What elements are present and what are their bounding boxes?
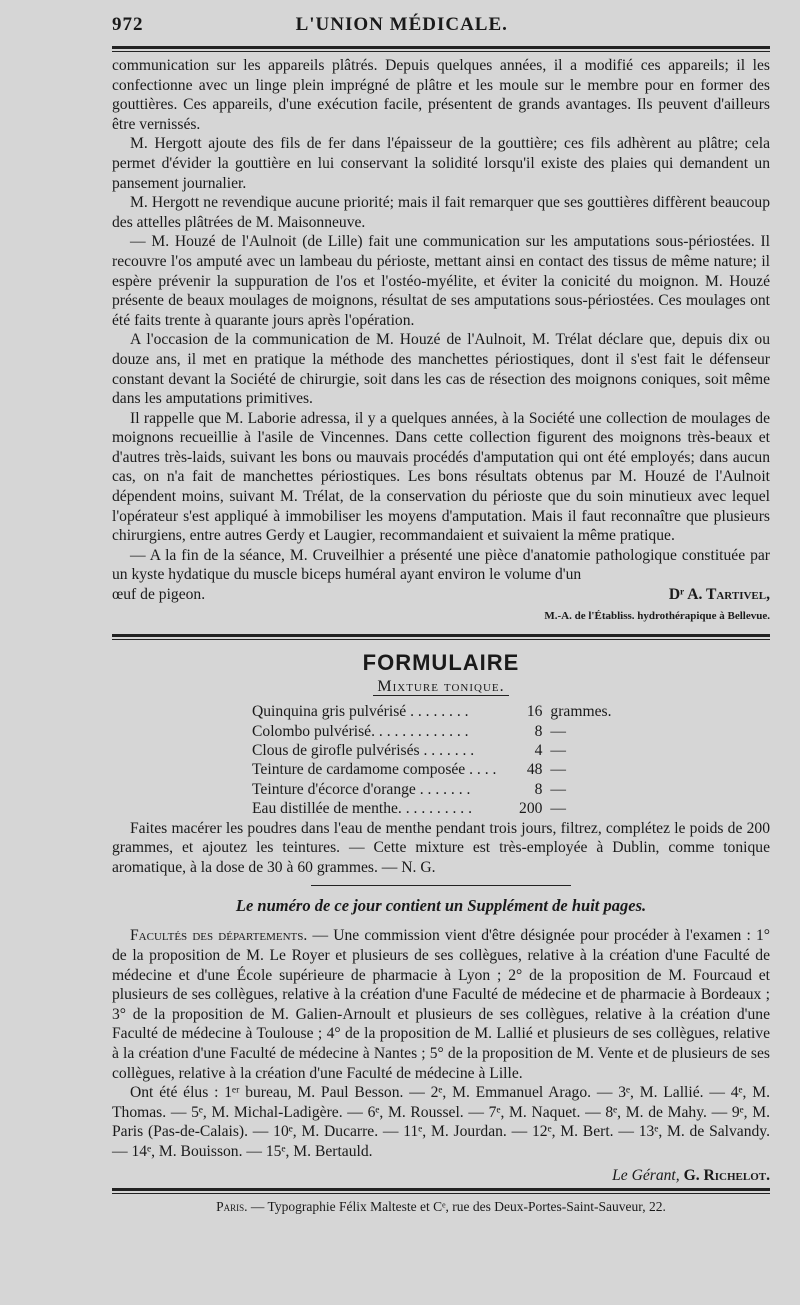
ingredient-row <box>252 780 611 799</box>
ingredient-qty: 4 <box>534 742 543 760</box>
ingredient-row <box>252 799 611 818</box>
formulaire-instructions-block <box>112 819 770 878</box>
author-affiliation: M.-A. de l'Établiss. hydrothérapique à Bellevue. <box>544 609 770 622</box>
ingredient-row <box>252 741 611 760</box>
gerant-line <box>112 1166 770 1186</box>
article-paragraph: — A la fin de la séance, M. Cruveilhier a présenté une pièce d'anatomie pathologique constituée par un kyste hydatique du muscle biceps huméral ayant environ le volume d'un <box>112 546 770 584</box>
last-line: œuf de pigeon. <box>112 586 206 604</box>
article-paragraph: communication sur les appareils plâtrés. Depuis quelques années, il a modifié ces appareils; il les confectionne avec un linge plein imprégné de plâtre et les moule sur le membre pour en former des gouttières. Ces appareils, d'une exécution facile, présentent de grands avantages. Ils peuvent d'ailleurs être vernissés. <box>112 57 770 133</box>
ingredient-qty: 48 <box>526 761 543 779</box>
ingredient-qty: 200 <box>519 800 543 818</box>
ingredient-name: Colombo pulvérisé. . . . . . . . . . . . . <box>252 722 469 740</box>
page-number: 972 <box>112 14 144 35</box>
gerant-label: Le Gérant, <box>612 1166 680 1184</box>
supplement-notice: Le numéro de ce jour contient un Supplément de huit pages. <box>235 896 647 916</box>
gerant-name: G. Richelot. <box>683 1166 770 1184</box>
ingredient-row <box>252 760 611 779</box>
article-paragraph: M. Hergott ajoute des fils de fer dans l'épaisseur de la gouttière; ces fils adhèrent au plâtre; cela permet d'évider la gouttière en lui conservant la solidité lorsqu'il existe des plaies qui demandent un pansement journalier. <box>112 135 770 192</box>
ingredient-unit: — <box>550 722 567 740</box>
article-paragraph: — M. Houzé de l'Aulnoit (de Lille) fait une communication sur les amputations sous-périostées. Il recouvre l'os amputé avec un lambeau du périoste, mettant ainsi en contact des tissus de même nature; il espère prévenir la suppuration de l'os et l'ostéo-myélite, et éviter la conicité du moignon. M. Houzé présente de beaux moulages de moignons, résultat de ses amputations sous-périostées. Ces moulages ont été faits trente à quarante jours après l'opération. <box>112 233 770 329</box>
ingredient-unit: — <box>550 800 567 818</box>
facultes-lead: Facultés des départements. <box>130 927 308 945</box>
facultes-text: — Une commission vient d'être désignée pour procéder à l'examen : 1° de la proposition de M. Le Royer et plusieurs de ses collègues, relative à la création d'une Faculté de médecine et d'une École supérieure de pharmacie à Lyon ; 2° de la proposition de M. Fourcaud et plusieurs de ses collègues, relative à la création d'une Faculté de médecine et de pharmacie à Bordeaux ; 3° de la proposition de M. Galien-Arnoult et plusieurs de ses collègues, relative à la création d'une Faculté de médecine à Toulouse ; 4° de la proposition de M. Lallié et plusieurs de ses collègues, relative à la création d'une Faculté de médecine à Nantes ; 5° de la proposition de M. Vente et de plusieurs de ses collègues, relative à la création d'une Faculté de médecine à Lille. <box>112 927 770 1082</box>
page-header <box>112 14 770 44</box>
imprint-text: — Typographie Félix Malteste et Cᵉ, rue des Deux-Portes-Saint-Sauveur, 22. <box>247 1198 666 1214</box>
article-paragraph: M. Hergott ne revendique aucune priorité; mais il fait remarquer que ses gouttières diffèrent beaucoup des attelles plâtrées de M. Maisonneuve. <box>112 194 770 231</box>
imprint-city: Paris. <box>216 1198 248 1214</box>
formulaire-subtitle <box>112 678 770 696</box>
short-rule <box>311 885 571 886</box>
recipe-instructions: Faites macérer les poudres dans l'eau de menthe pendant trois jours, filtrez, complétez le poids de 200 grammes, et ajoutez les teintures. — Cette mixture est très-employée à Dublin, comme tonique aromatique, à la dose de 30 à 60 grammes. — N. G. <box>112 819 770 876</box>
elected-list: Ont été élus : 1ᵉʳ bureau, M. Paul Besson. — 2ᵉ, M. Emmanuel Arago. — 3ᵉ, M. Lallié. — 4ᵉ, M. Thomas. — 5ᵉ, M. Michal-Ladigère. — 6ᵉ, M. Roussel. — 7ᵉ, M. Naquet. — 8ᵉ, M. de Mahy. — 9ᵉ, M. Paris (Pas-de-Calais). — 10ᵉ, M. Ducarre. — 11ᵉ, M. Jourdan. — 12ᵉ, M. Bert. — 13ᵉ, M. de Salvandy. — 14ᵉ, M. Bouisson. — 15ᵉ, M. Bertauld. <box>112 1084 770 1160</box>
article-paragraph: A l'occasion de la communication de M. Houzé de l'Aulnoit, M. Trélat déclare que, depuis dix ou douze ans, il met en pratique la méthode des manchettes périostiques, dont il s'est fait le défenseur constant devant la Société de chirurgie, soit dans les cas de résection des moignons coniques, soit même dans les amputations primitives. <box>112 331 770 408</box>
ingredient-unit: — <box>550 780 567 798</box>
header-rule <box>112 46 770 52</box>
recipe-table <box>252 702 611 818</box>
facultes-section <box>112 926 770 1161</box>
ingredient-row <box>252 722 611 741</box>
ingredient-name: Teinture d'écorce d'orange . . . . . . . <box>252 780 471 798</box>
ingredient-name: Teinture de cardamome composée . . . . <box>252 761 497 779</box>
ingredient-name: Quinquina gris pulvérisé . . . . . . . . <box>252 703 469 721</box>
ingredient-name: Eau distillée de menthe. . . . . . . . . . <box>252 800 472 818</box>
article-body <box>112 56 770 585</box>
printer-imprint <box>112 1198 770 1216</box>
signature-block <box>112 585 770 624</box>
ingredient-row <box>252 702 611 721</box>
article-paragraph: Il rappelle que M. Laborie adressa, il y a quelques années, à la Société une collection de moulages de moignons recueillie à l'asile de Vincennes. Dans cette collection figurent des moignons très-beaux et d'autres très-laids, suivant les bons ou mauvais procédés d'amputation qui ont été employés; dans aucun cas, on n'a fait de manchettes périostiques. Les bons résultats obtenus par M. Houzé de l'Aulnoit dépendent moins, suivant M. Trélat, de la conservation du périoste que du soin minutieux avec lequel l'opérateur s'est appliqué à immobiliser les moyens d'amputation. Mais il faut reconnaître que plusieurs chirurgiens, entre autres Gerdy et Laugier, recommandaient et suivaient la même pratique. <box>112 409 770 545</box>
ingredient-qty: 16 <box>526 703 543 721</box>
ingredient-qty: 8 <box>534 780 543 798</box>
ingredient-name: Clous de girofle pulvérisés . . . . . . . <box>252 742 475 760</box>
footer-rule <box>112 1188 770 1194</box>
formulaire-title: FORMULAIRE <box>362 650 520 676</box>
ingredient-unit: — <box>550 742 567 760</box>
ingredient-unit: — <box>550 761 567 779</box>
author-signature: Dʳ A. Tartivel, <box>668 586 770 604</box>
ingredient-unit: grammes. <box>550 703 612 721</box>
recipe-name: Mixture tonique. <box>373 678 508 696</box>
ingredient-qty: 8 <box>534 722 543 740</box>
journal-title: L'UNION MÉDICALE. <box>295 14 508 35</box>
section-rule <box>112 634 770 640</box>
